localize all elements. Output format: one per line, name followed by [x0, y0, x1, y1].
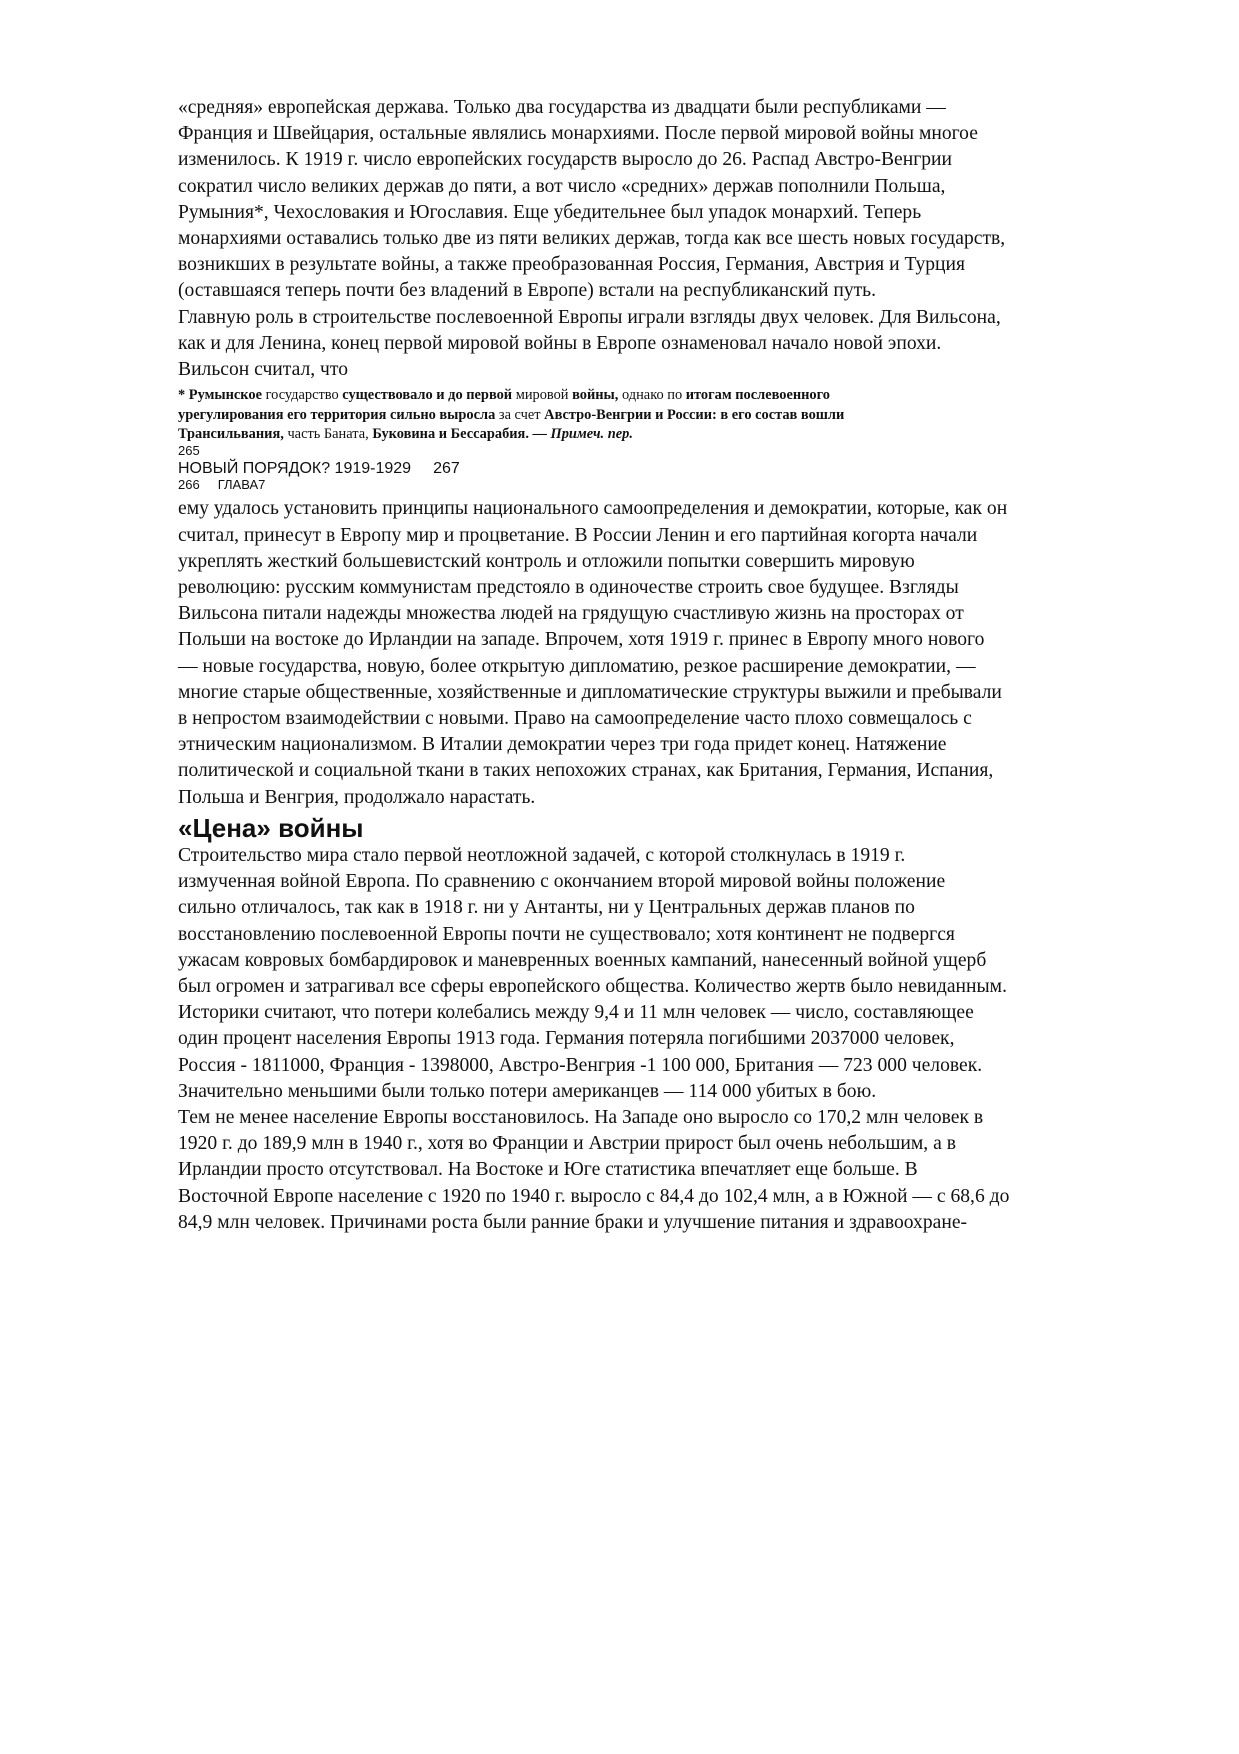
footnote-romania [178, 386, 1168, 444]
footnote-part: Примеч. пер. [550, 426, 633, 443]
footnote-part: однако по [618, 387, 686, 404]
footnote-part: часть Баната, [283, 426, 373, 443]
running-head-title: НОВЫЙ ПОРЯДОК? 1919-1929 [178, 460, 412, 478]
paragraph-self-determination: ему удалось установить принципы национального самоопределения и демократии, которые, как он считал, принесут в Европу мир и процветание. В России Ленин и его партийная когорта начали укреплять жесткий большевистский контроль и отложили попытки совершить мировую революцию: русским коммунистам предстояло в одиночестве строить свое будущее. Взгляды Вильсона питали надежды множества людей на грядущую счастливую жизнь на просторах от Польши на востоке до Ирландии на западе. Впрочем, хотя 1919 г. принес в Европу много нового — новые государства, новую, более открытую дипломатию, резкое расширение демократии, — многие старые общественные, хозяйственные и дипломатические структуры выжили и пребывали в непростом взаимодействии с новыми. Право на самоопределение часто плохо совмещалось с этническим национализмом. В Италии демократии через три года придет конец. Натяжение политической и социальной ткани в таких непохожих странах, как Британия, Германия, Испания, Польша и Венгрия, продолжало нарастать. [178, 498, 1008, 808]
paragraph-wilson-lenin: Главную роль в строительстве послевоенной Европы играли взгляды двух человек. Для Вильсона, как и для Ленина, конец первой мировой войны в Европе ознаменовал начало новой эпохи. Вильсон считал, что [178, 306, 1001, 381]
running-head [178, 459, 1168, 478]
page-number: 266 [178, 477, 200, 493]
footnote-part: * Румынское [178, 387, 262, 404]
footnote-part: Австро-Венгрии и России: в его состав вошли Трансильвания, [178, 406, 845, 443]
running-head-page: 267 [433, 460, 460, 478]
footnote-part: за счет [495, 406, 545, 423]
footnote-part: итогам послевоенного урегулирования его территория сильно выросла [178, 387, 830, 423]
page-number: 265 [178, 443, 200, 459]
footnote-part: государство [262, 387, 343, 404]
paragraph-war-losses: Строительство мира стало первой неотложной задачей, с которой столкнулась в 1919 г. измученная войной Европа. По сравнению с окончанием второй мировой войны положение сильно отличалось, так как в 1918 г. ни у Антанты, ни у Центральных держав планов по восстановлению послевоенной Европы почти не существовало; хотя континент не подвергся ужасам ковровых бомбардировок и маневренных военных кампаний, нанесенный войной ущерб был огромен и затрагивал все сферы европейского общества. Количество жертв было невиданным. Историки считают, что потери колебались между 9,4 и 11 млн человек — число, составляющее один процент населения Европы 1913 года. Германия потеряла погибшими 2037000 человек, Россия - 1811000, Франция - 1398000, Австро-Венгрия -1 100 000, Британия — 723 000 человек. Значительно меньшими были только потери американцев — 114 000 убитых в бою. [178, 844, 1007, 1102]
footnote-part: войны, [572, 387, 619, 404]
paragraph-population: Тем не менее население Европы восстановилось. На Западе оно выросло со 170,2 млн человек в 1920 г. до 189,9 млн в 1940 г., хотя во Франции и Австрии прирост был очень небольшим, а в Ирландии просто отсутствовал. На Востоке и Юге статистика впечатляет еще больше. В Восточной Европе население с 1920 по 1940 г. выросло с 84,4 до 102,4 млн, а в Южной — с 68,6 до 84,9 млн человек. Причинами роста были ранние браки и улучшение питания и здравоохране- [178, 1106, 1010, 1233]
paragraph-great-powers: «средняя» европейская держава. Только два государства из двадцати были республиками — Франция и Швейцария, остальные являлись монархиями. После первой мировой войны многое изменилось. К 1919 г. число европейских государств выросло до 26. Распад Австро-Венгрии сократил число великих держав до пяти, а вот число «средних» держав пополнили Польша, Румыния*, Чехословакия и Югославия. Еще убедительнее был упадок монархий. Теперь монархиями оставались только две из пяти великих держав, тогда как все шесть новых государств, возникших в результате войны, а также преобразованная Россия, Германия, Австрия и Турция (оставшаяся теперь почти без владений в Европе) встали на республиканский путь. [178, 97, 1006, 302]
page-header-chapter [178, 478, 1168, 492]
footnote-part: Буковина и Бессарабия. — [372, 426, 551, 443]
section-heading: «Цена» войны [178, 812, 364, 843]
document-page [178, 95, 1168, 1236]
chapter-label: ГЛАВА7 [217, 477, 266, 493]
footnote-part: существовало и до первой [342, 387, 513, 404]
footnote-part: мировой [512, 387, 573, 404]
